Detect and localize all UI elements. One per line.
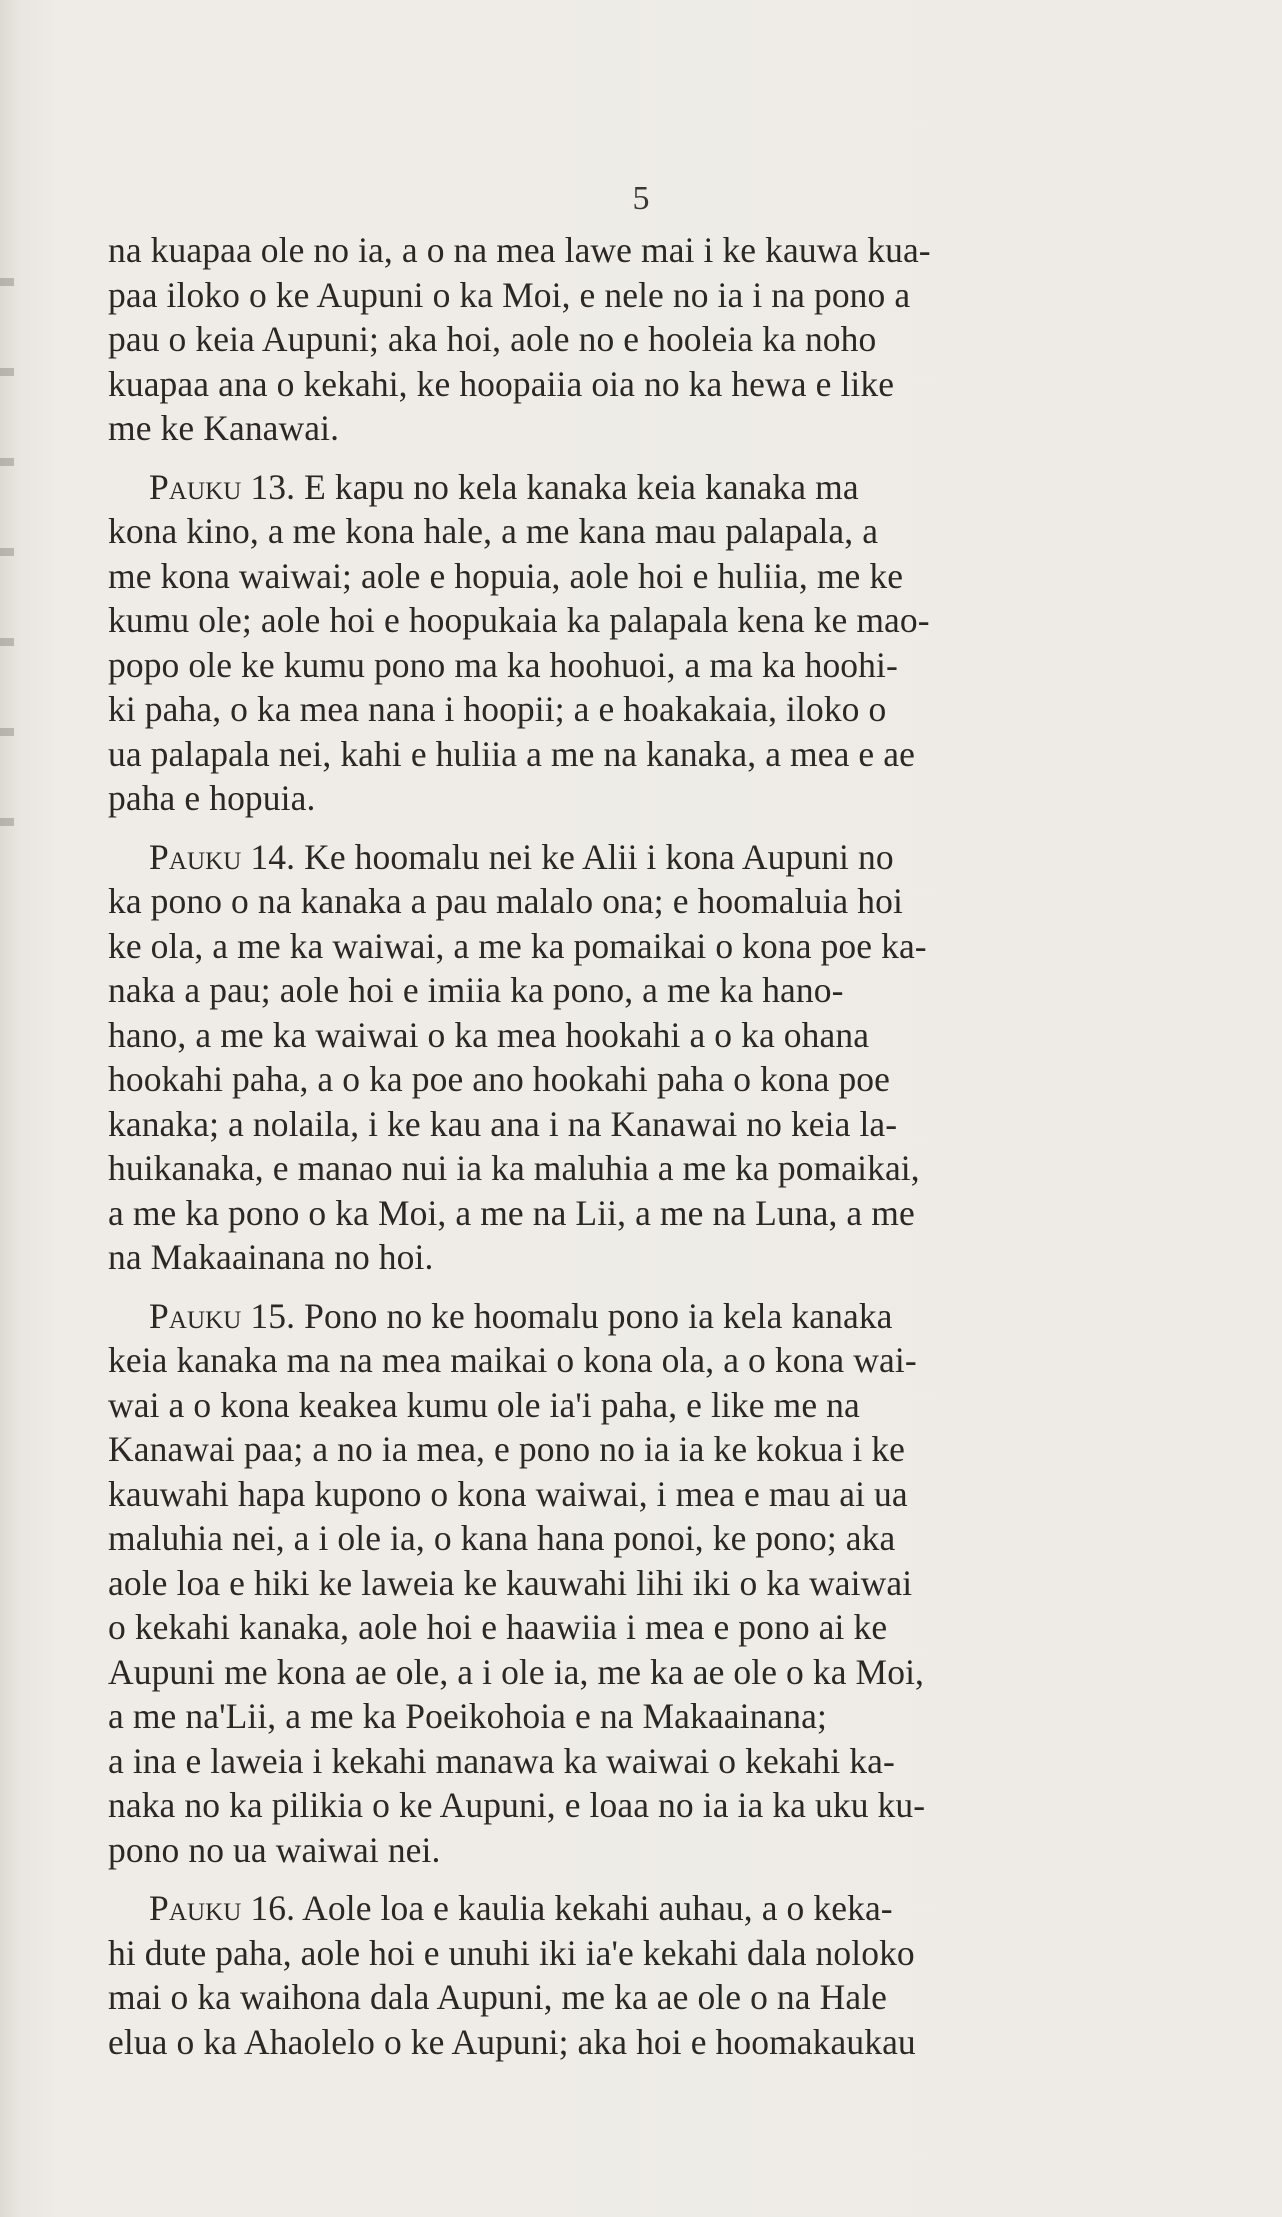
text-line: Aupuni me kona ae ole, a i ole ia, me ka ae ole o ka Moi, [108,1651,925,1692]
text-line: mai o ka waihona dala Aupuni, me ka ae ole o na Hale [108,1977,888,2017]
section-pauku-16 [108,1886,1168,2064]
section-pauku-13 [108,465,1168,821]
text-line: hookahi paha, a o ka poe ano hookahi paha o kona poe [108,1059,891,1099]
text-line: hi dute paha, aole hoi e unuhi iki ia'e kekahi dala noloko [108,1932,915,1973]
text-line: ki paha, o ka mea nana i hoopii; a e hoakakaia, iloko o [108,689,887,729]
text-line: a me ka pono o ka Moi, a me na Lii, a me na Luna, a me [108,1192,915,1233]
paragraph-continuation [108,228,1168,451]
body-text [108,228,1168,2064]
section-heading: Pauku 16. [149,1888,296,1928]
text-line: o kekahi kanaka, aole hoi e haawiia i mea e pono ai ke [108,1607,888,1647]
text-line: na Makaainana no hoi. [108,1237,434,1277]
text-line [108,1294,1168,1339]
text-line: pau o keia Aupuni; aka hoi, aole no e hooleia ka noho [108,319,877,359]
section-heading: Pauku 14. [149,836,296,877]
page-number: 5 [632,180,650,217]
text-line: paa iloko o ke Aupuni o ka Moi, e nele no ia i na pono a [108,274,911,315]
text-line: popo ole ke kumu pono ma ka hoohuoi, a ma ka hoohi- [108,644,898,685]
section-pauku-15 [108,1294,1168,1873]
text-line: ua palapala nei, kahi e huliia a me na kanaka, a mea e ae [108,733,915,774]
text-line: kuapaa ana o kekahi, ke hoopaiia oia no ka hewa e like [108,363,895,404]
text-line-content: Ke hoomalu nei ke Alii i kona Aupuni no [295,836,894,877]
text-line-content: Aole loa e kaulia kekahi auhau, a o keka- [295,1888,893,1928]
text-line: keia kanaka ma na mea maikai o kona ola, a o kona wai- [108,1340,917,1380]
text-line: me ke Kanawai. [108,408,340,448]
text-line-content: Pono no ke hoomalu pono ia kela kanaka [295,1295,893,1336]
text-line: wai a o kona keakea kumu ole ia'i paha, e like me na [108,1384,860,1425]
text-line [108,835,1168,880]
text-line-content: E kapu no kela kanaka keia kanaka ma [295,466,859,507]
text-line: kanaka; a nolaila, i ke kau ana i na Kanawai no keia la- [108,1103,898,1144]
section-pauku-14 [108,835,1168,1280]
text-line: paha e hopuia. [108,778,316,818]
section-heading: Pauku 15. [149,1295,296,1336]
text-line: aole loa e hiki ke laweia ke kauwahi lihi iki o ka waiwai [108,1562,913,1603]
text-line: na kuapaa ole no ia, a o na mea lawe mai i ke kauwa kua- [108,230,931,270]
text-line: ke ola, a me ka waiwai, a me ka pomaikai o kona poe ka- [108,925,927,966]
text-line: kona kino, a me kona hale, a me kana mau palapala, a [108,511,879,551]
section-heading: Pauku 13. [149,466,296,507]
text-line: ka pono o na kanaka a pau malalo ona; e hoomaluia hoi [108,881,903,921]
text-line: hano, a me ka waiwai o ka mea hookahi a o ka ohana [108,1014,870,1055]
text-line: Kanawai paa; a no ia mea, e pono no ia ia ke kokua i ke [108,1429,906,1469]
text-line: elua o ka Ahaolelo o ke Aupuni; aka hoi e hoomakaukau [108,2021,916,2062]
text-line [108,1886,1168,1931]
text-line: naka no ka pilikia o ke Aupuni, e loaa no ia ia ka uku ku- [108,1785,926,1825]
text-line: a ina e laweia i kekahi manawa ka waiwai o kekahi ka- [108,1740,895,1781]
text-line: pono no ua waiwai nei. [108,1829,441,1870]
text-line: kauwahi hapa kupono o kona waiwai, i mea e mau ai ua [108,1473,908,1514]
text-line: naka a pau; aole hoi e imiia ka pono, a me ka hano- [108,970,844,1010]
text-line [108,465,1168,510]
text-line: huikanaka, e manao nui ia ka maluhia a me ka pomaikai, [108,1148,920,1188]
text-line: a me na'Lii, a me ka Poeikohoia e na Makaainana; [108,1696,827,1736]
binding-edge [0,240,14,890]
text-line: kumu ole; aole hoi e hoopukaia ka palapala kena ke mao- [108,600,930,640]
text-line: me kona waiwai; aole e hopuia, aole hoi e huliia, me ke [108,555,904,596]
text-line: maluhia nei, a i ole ia, o kana hana ponoi, ke pono; aka [108,1518,896,1558]
